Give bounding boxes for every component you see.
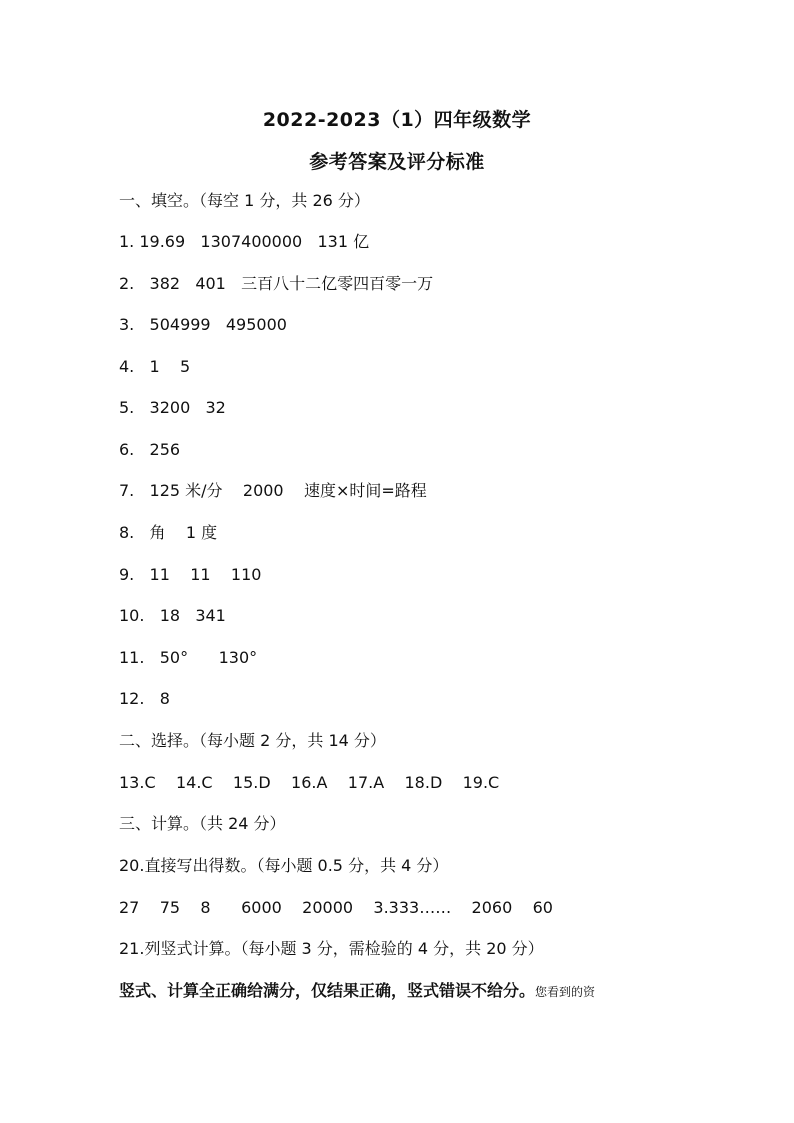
answer-line-12: 12. 8 (119, 689, 170, 708)
document-subtitle: 参考答案及评分标准 (309, 151, 485, 173)
answer-line-3: 3. 504999 495000 (119, 315, 287, 334)
grading-note-tail: 您看到的资 (535, 985, 596, 999)
answer-line-4: 4. 1 5 (119, 357, 191, 376)
grading-note (119, 981, 595, 1002)
answer-line-11: 11. 50° 130° (119, 648, 258, 667)
answer-line-7: 7. 125 米/分 2000 速度×时间=路程 (119, 481, 427, 500)
grading-note-text: 竖式、计算全正确给满分，仅结果正确，竖式错误不给分。 (119, 981, 536, 1000)
answer-line-choice: 13.C 14.C 15.D 16.A 17.A 18.D 19.C (119, 773, 500, 792)
answer-line-6: 6. 256 (119, 440, 181, 459)
answer-line-10: 10. 18 341 (119, 606, 226, 625)
answer-line-1: 1. 19.69 1307400000 131 亿 (119, 232, 370, 251)
question-21-heading: 21.列竖式计算。（每小题 3 分，需检验的 4 分，共 20 分） (119, 939, 544, 958)
answer-line-2: 2. 382 401 三百八十二亿零四百零一万 (119, 274, 434, 293)
section-heading-calc: 三、计算。（共 24 分） (119, 814, 286, 833)
answer-line-8: 8. 角 1 度 (119, 523, 218, 542)
answer-line-9: 9. 11 11 110 (119, 565, 262, 584)
question-20-heading: 20.直接写出得数。（每小题 0.5 分，共 4 分） (119, 856, 449, 875)
section-heading-fill-blank: 一、填空。（每空 1 分，共 26 分） (119, 191, 370, 210)
document-title: 2022-2023（1）四年级数学 (262, 109, 532, 131)
section-heading-choice: 二、选择。（每小题 2 分，共 14 分） (119, 731, 386, 750)
answer-line-20: 27 75 8 6000 20000 3.333…… 2060 60 (119, 898, 553, 917)
answer-line-5: 5. 3200 32 (119, 398, 226, 417)
